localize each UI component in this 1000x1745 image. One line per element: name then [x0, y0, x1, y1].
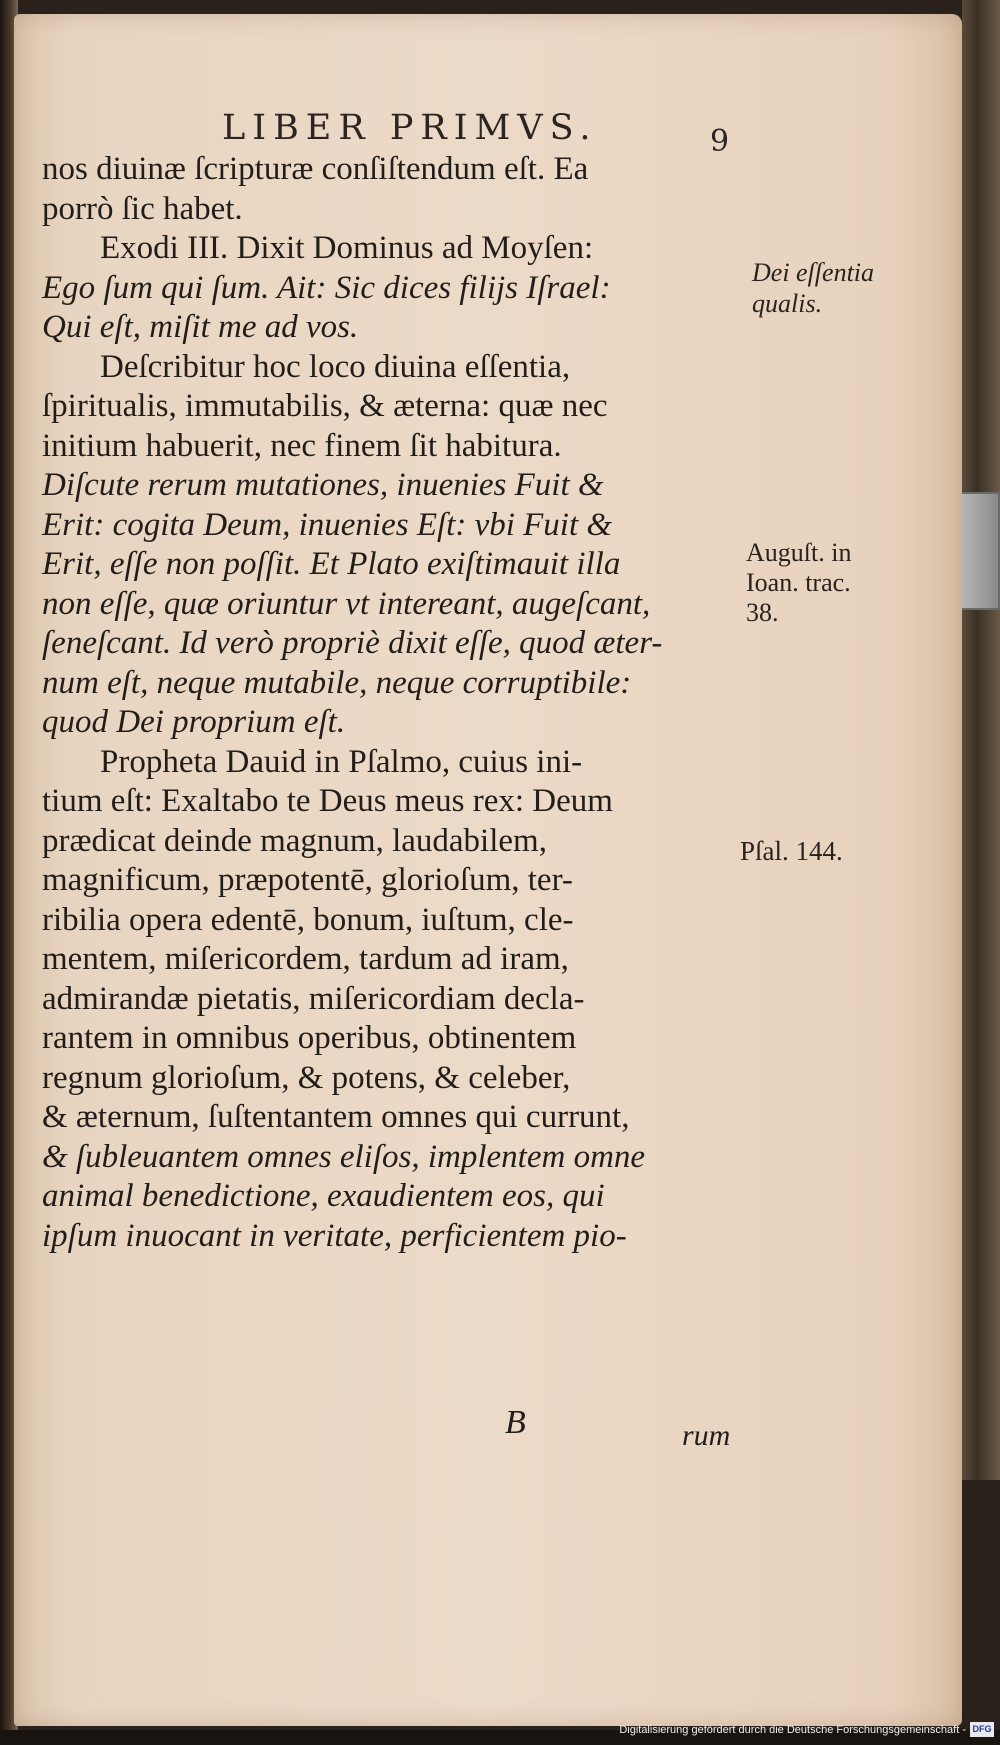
text-line: Propheta Dauid in Pſalmo, cuius ini-	[100, 743, 583, 780]
running-head: LIBER PRIMVS.	[222, 108, 598, 148]
text-line: ſeneſcant. Id verò propriè dixit eſſe, quod æter-	[42, 625, 663, 661]
text-line: Exodi III. Dixit Dominus ad Moyſen:	[100, 230, 594, 266]
text-line: ipſum inuocant in veritate, perficientem pio-	[42, 1217, 627, 1254]
text-line: initium habuerit, nec finem ſit habitura.	[42, 427, 562, 464]
margin-note-essentia	[752, 257, 874, 319]
text-line: rantem in omnibus operibus, obtinentem	[42, 1020, 577, 1056]
main-text-block	[42, 150, 762, 1256]
signature-mark: B	[505, 1404, 526, 1441]
text-line: num eſt, neque mutabile, neque corruptibile:	[42, 664, 632, 701]
text-line: non eſſe, quæ oriuntur vt intereant, augeſcant,	[42, 585, 651, 622]
margin-note-line: Dei eſſentia	[752, 258, 875, 287]
text-line: & ſubleuantem omnes eliſos, implentem omne	[42, 1138, 646, 1175]
margin-note-line: Ioan. trac.	[746, 568, 851, 597]
text-line: Ego ſum qui ſum. Ait: Sic dices filijs Iſrael:	[42, 269, 611, 306]
margin-note-line: 38.	[746, 598, 779, 627]
text-line: mentem, miſericordem, tardum ad iram,	[42, 941, 569, 977]
text-line: Qui eſt, miſit me ad vos.	[42, 309, 359, 345]
digitization-credit: Digitalisierung gefördert durch die Deutsche Forschungsgemeinschaft -	[619, 1724, 966, 1736]
margin-note-line: Auguſt. in	[746, 538, 852, 567]
text-line: nos diuinæ ſcripturæ conſiſtendum eſt. Ea	[42, 151, 589, 187]
page-number: 9	[710, 124, 730, 159]
scan-board-right	[962, 0, 1000, 1480]
text-line: Erit, eſſe non poſſit. Et Plato exiſtimauit illa	[42, 546, 621, 582]
text-line: magnificum, præpotentē, glorioſum, ter-	[42, 862, 573, 898]
text-line: prædicat deinde magnum, laudabilem,	[42, 822, 547, 859]
text-line: Diſcute rerum mutationes, inuenies Fuit &	[42, 467, 604, 503]
catchword: rum	[682, 1419, 731, 1452]
margin-note-psalm: Pſal. 144.	[740, 836, 843, 866]
text-line: animal benedictione, exaudientem eos, qui	[42, 1178, 605, 1214]
text-line: admirandæ pietatis, miſericordiam decla-	[42, 980, 585, 1017]
text-line: porrò ſic habet.	[42, 190, 243, 227]
text-line: Erit: cogita Deum, inuenies Eſt: vbi Fuit &	[42, 506, 613, 543]
text-line: ſpiritualis, immutabilis, & æterna: quæ nec	[42, 388, 608, 424]
dfg-logo: DFG	[970, 1722, 994, 1737]
margin-note-line: qualis.	[752, 289, 823, 318]
text-line: & æternum, ſuſtentantem omnes qui currunt,	[42, 1099, 630, 1135]
text-line: Deſcribitur hoc loco diuina eſſentia,	[100, 348, 571, 385]
text-line: quod Dei proprium eſt.	[42, 704, 346, 740]
margin-note-augustine	[746, 538, 851, 628]
text-line: tium eſt: Exaltabo te Deus meus rex: Deum	[42, 783, 613, 819]
text-line: ribilia opera edentē, bonum, iuſtum, cle-	[42, 901, 574, 938]
text-line: regnum glorioſum, & potens, & celeber,	[42, 1059, 571, 1096]
